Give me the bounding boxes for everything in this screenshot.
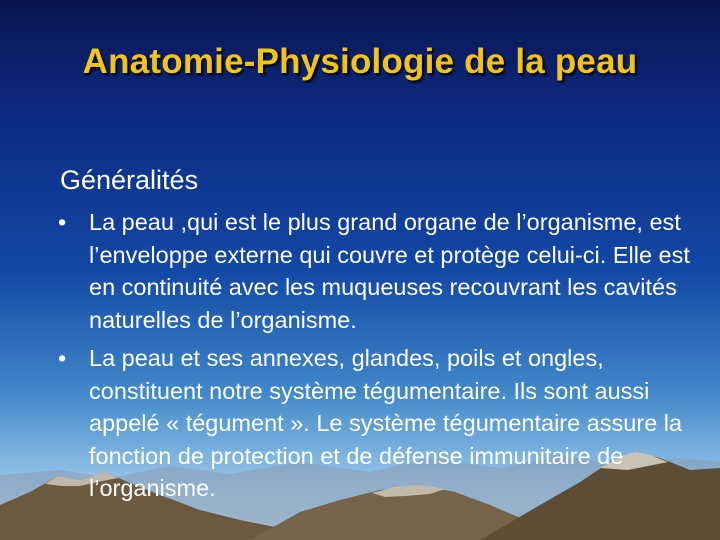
bullet-item [58, 206, 698, 336]
bullet-item [58, 342, 698, 505]
section-heading: Généralités [60, 165, 199, 195]
bullet-marker: • [58, 345, 67, 371]
bullet-text: La peau ,qui est le plus grand organe de l’organisme, est l’enveloppe externe qui couvre et protège celui-ci. Elle est en continuité avec les muqueuses recouvrant les cavités naturelles de l’organisme. [89, 209, 690, 333]
bullet-text: La peau et ses annexes, glandes, poils et ongles, constituent notre système tégumentaire. Ils sont aussi appelé « tégument ». Le système tégumentaire assure la fonction de protection et de défense immunitaire de l’organisme. [89, 345, 683, 501]
bullet-list [58, 206, 698, 511]
slide-title: Anatomie-Physiologie de la peau [82, 42, 638, 81]
bullet-marker: • [58, 209, 67, 235]
